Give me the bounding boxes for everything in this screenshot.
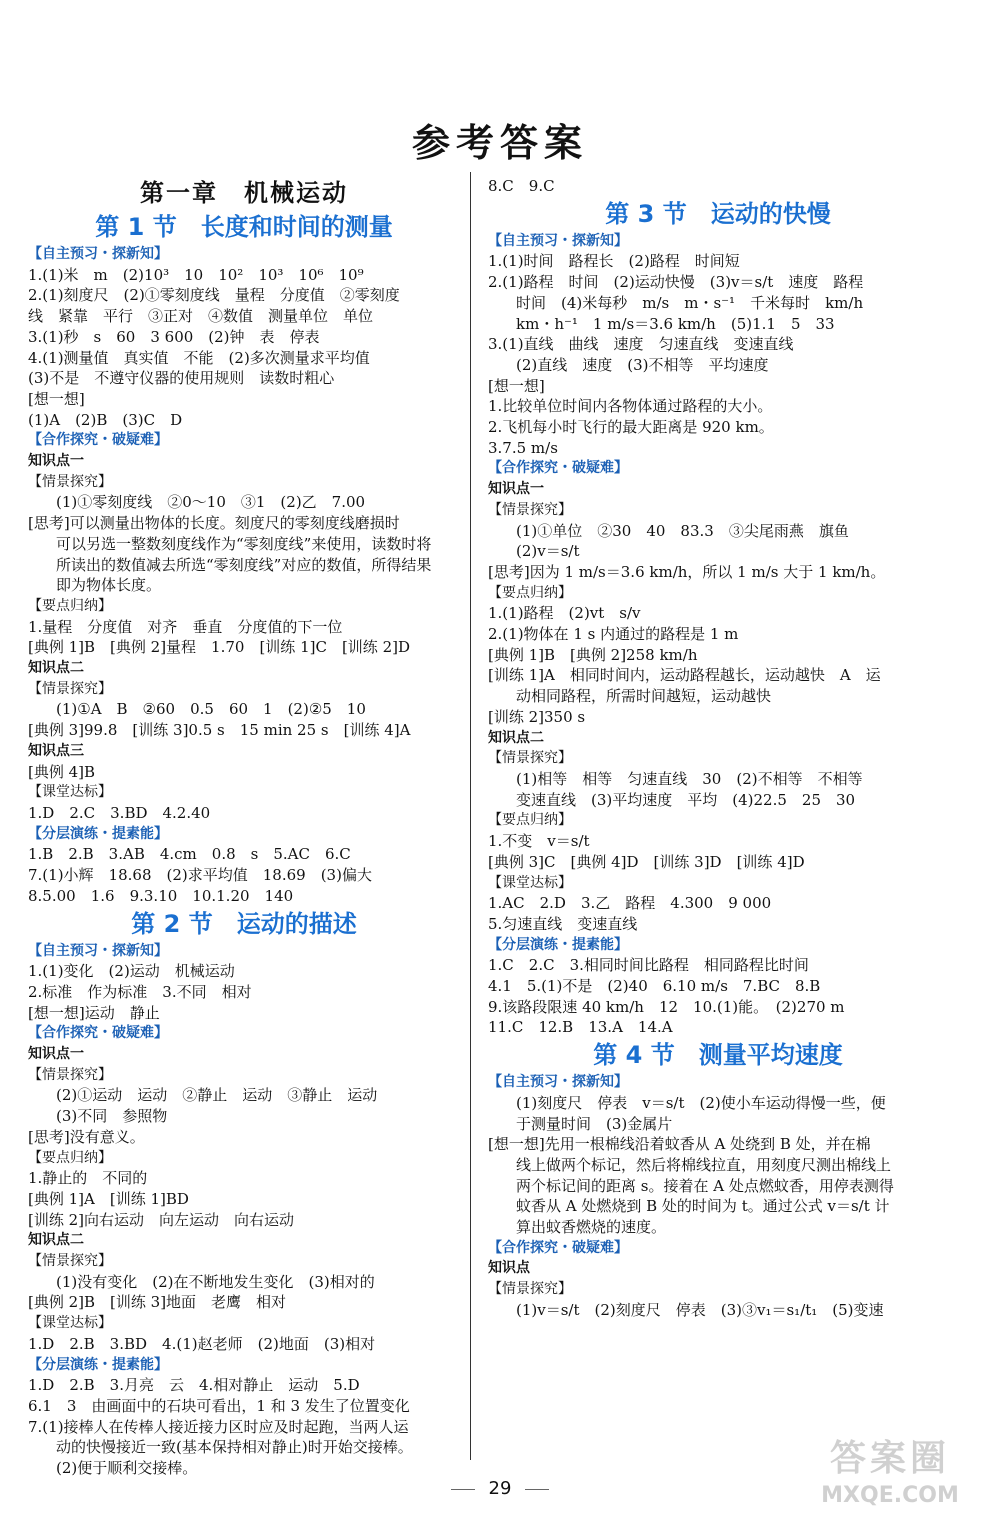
answer-line: [典例 3]99.8 [训练 3]0.5 s 15 min 25 s [训练 4]A [28,721,411,740]
section-heading: 第 1 节 长度和时间的测量 [95,213,393,241]
block-tag: 【合作探究・破疑难】 [28,1025,168,1042]
right-column [488,176,948,1321]
answer-line-indented: 动的快慢接近一致(基本保持相对静止)时开始交接棒。 [56,1438,413,1457]
answer-line: [想一想] [28,389,85,408]
answer-line: [思考]可以测量出物体的长度。刻度尺的零刻度线磨损时 [28,514,400,533]
answer-line: [典例 4]B [28,762,96,781]
answer-line: 1.D 2.B 3.BD 4.(1)赵老师 (2)地面 (3)相对 [28,1334,376,1353]
answer-line: 1.(1)变化 (2)运动 机械运动 [28,962,235,981]
answer-line: [典例 2]B [训练 3]地面 老鹰 相对 [28,1293,287,1312]
answer-line-indented: (1)①A B ②60 0.5 60 1 (2)②5 10 [56,700,366,719]
answer-line-indented: 时间 (4)米每秒 m/s m・s⁻¹ 千米每时 km/h [516,293,864,312]
answer-line: 1.C 2.C 3.相同时间比路程 相同路程比时间 [488,956,809,975]
answer-line-indented: (1)没有变化 (2)在不断地发生变化 (3)相对的 [56,1272,375,1291]
answer-line: 4.(1)测量值 真实值 不能 (2)多次测量求平均值 [28,348,370,367]
answer-line-indented: 算出蚊香燃烧的速度。 [516,1218,667,1237]
answer-line: 1.(1)路程 (2)vt s/v [488,604,641,623]
answer-line-indented: 所读出的数值减去所选“零刻度线”对应的数值，所得结果 [56,555,432,574]
block-tag: 【合作探究・破疑难】 [488,460,628,477]
answer-line: 1.D 2.B 3.月亮 云 4.相对静止 运动 5.D [28,1376,360,1395]
answer-line-indented: km・h⁻¹ 1 m/s＝3.6 km/h (5)1.1 5 33 [516,314,835,333]
answer-line-indented: 变速直线 (3)平均速度 平均 (4)22.5 25 30 [516,790,856,809]
block-tag: 【合作探究・破疑难】 [488,1239,628,1256]
answer-line: (3)不是 不遵守仪器的使用规则 读数时粗心 [28,369,335,388]
block-tag: 【分层演练・提素能】 [28,1356,168,1373]
block-tag: 【自主预习・探新知】 [488,1074,628,1091]
answer-line-indented: 蚊香从 A 处燃烧到 B 处的时间为 t。通过公式 v＝s/t 计 [516,1197,890,1216]
column-divider [470,172,471,1460]
answer-line: 11.C 12.B 13.A 14.A [488,1018,673,1037]
block-tag: 【合作探究・破疑难】 [28,432,168,449]
answer-line: 5.匀速直线 变速直线 [488,914,638,933]
block-tag: 【分层演练・提素能】 [488,936,628,953]
answer-line: 1.(1)米 m (2)10³ 10 10² 10³ 10⁶ 10⁹ [28,265,364,284]
knowledge-point-label: 知识点二 [488,729,544,746]
answer-line: 3.(1)直线 曲线 速度 匀速直线 变速直线 [488,335,794,354]
knowledge-point-label: 知识点一 [28,1046,84,1063]
answer-line: [典例 1]B [典例 2]258 km/h [488,645,698,664]
answer-line-indented: 线上做两个标记，然后将棉线拉直，用刻度尺测出棉线上 [516,1155,892,1174]
bracket-heading: 【情景探究】 [28,1253,112,1270]
answer-line: 2.标准 作为标准 3.不同 相对 [28,982,252,1001]
answer-line-indented: 于测量时间 (3)金属片 [516,1114,673,1133]
bracket-heading: 【要点归纳】 [488,812,572,829]
answer-line-indented: (2)直线 速度 (3)不相等 平均速度 [516,355,769,374]
chapter-heading: 第一章 机械运动 [140,179,348,207]
section-heading: 第 2 节 运动的描述 [131,909,357,938]
left-column [28,176,460,1479]
answer-line: 2.(1)物体在 1 s 内通过的路程是 1 m [488,625,739,644]
answer-line-indented: (1)v＝s/t (2)刻度尺 停表 (3)③v₁＝s₁/t₁ (5)变速 [516,1300,884,1319]
knowledge-point-label: 知识点一 [28,453,84,470]
answer-line: [想一想]运动 静止 [28,1003,160,1022]
knowledge-point-label: 知识点 [488,1260,530,1277]
block-tag: 【分层演练・提素能】 [28,825,168,842]
answer-line: 7.(1)小辉 18.68 (2)求平均值 18.69 (3)偏大 [28,866,372,885]
answer-line: [典例 1]A [训练 1]BD [28,1189,189,1208]
bracket-heading: 【情景探究】 [28,1066,112,1083]
answer-line: 8.C 9.C [488,177,555,195]
answer-line-indented: 动相同路程，所需时间越短，运动越快 [516,687,772,706]
answer-line: 1.不变 v＝s/t [488,832,590,851]
knowledge-point-label: 知识点二 [28,660,84,677]
answer-line: [典例 1]B [典例 2]量程 1.70 [训练 1]C [训练 2]D [28,638,410,657]
answer-line: 线 紧靠 平行 ③正对 ④数值 测量单位 单位 [28,307,374,326]
answer-line-indented: (1)刻度尺 停表 v＝s/t (2)使小车运动得慢一些，便 [516,1093,886,1112]
answer-line: 9.该路段限速 40 km/h 12 10.(1)能。 (2)270 m [488,997,845,1016]
answer-line: [思考]因为 1 m/s＝3.6 km/h，所以 1 m/s 大于 1 km/h。 [488,562,886,581]
answer-line: 1.静止的 不同的 [28,1169,148,1188]
answer-line: [训练 2]向右运动 向左运动 向右运动 [28,1210,295,1229]
bracket-heading: 【课堂达标】 [28,784,112,801]
answer-line: [想一想] [488,376,545,395]
answer-line: 4.1 5.(1)不是 (2)40 6.10 m/s 7.BC 8.B [488,977,821,996]
knowledge-point-label: 知识点二 [28,1232,84,1249]
answer-line-indented: 可以另选一整数刻度线作为“零刻度线”来使用，读数时将 [56,534,432,553]
answer-line: 3.(1)秒 s 60 3 600 (2)钟 表 停表 [28,327,320,346]
answer-line: 6.1 3 由画面中的石块可看出，1 和 3 发生了位置变化 [28,1396,410,1415]
answer-line: [典例 3]C [典例 4]D [训练 3]D [训练 4]D [488,852,805,871]
answer-line-indented: (1)相等 相等 匀速直线 30 (2)不相等 不相等 [516,769,863,788]
answer-line-indented: 两个标记间的距离 s。接着在 A 处点燃蚊香，用停表测得 [516,1176,894,1195]
answer-line-indented: (3)不同 参照物 [56,1107,168,1126]
bracket-heading: 【情景探究】 [488,1281,572,1298]
page-number: 29 [0,1478,1000,1499]
answer-line: 7.(1)接棒人在传棒人接近接力区时应及时起跑，当两人运 [28,1417,409,1436]
answer-line: 3.7.5 m/s [488,438,558,457]
answer-line: 1.(1)时间 路程长 (2)路程 时间短 [488,252,740,271]
section-heading: 第 3 节 运动的快慢 [605,199,831,228]
answer-line: [思考]没有意义。 [28,1127,145,1146]
bracket-heading: 【情景探究】 [28,680,112,697]
answer-line: 1.B 2.B 3.AB 4.cm 0.8 s 5.AC 6.C [28,845,351,864]
page-title: 参考答案 [411,121,588,165]
bracket-heading: 【课堂达标】 [28,1315,112,1332]
answer-line-indented: (1)①零刻度线 ②0～10 ③1 (2)乙 7.00 [56,493,366,512]
bracket-heading: 【情景探究】 [488,750,572,767]
answer-line-indented: 即为物体长度。 [56,576,162,595]
bracket-heading: 【情景探究】 [488,501,572,518]
answer-line-indented: (2)①运动 运动 ②静止 运动 ③静止 运动 [56,1086,378,1105]
answer-line: 1.量程 分度值 对齐 垂直 分度值的下一位 [28,617,343,636]
bracket-heading: 【要点归纳】 [28,597,112,614]
answer-line-indented: (2)v＝s/t [516,542,580,561]
answer-line: 1.D 2.C 3.BD 4.2.40 [28,803,211,822]
bracket-heading: 【要点归纳】 [28,1149,112,1166]
knowledge-point-label: 知识点一 [488,481,544,498]
knowledge-point-label: 知识点三 [28,742,84,759]
bracket-heading: 【要点归纳】 [488,584,572,601]
watermark-logo: 答案圈 MXQE.COM [821,1438,959,1508]
answer-line: [想一想]先用一根棉线沿着蚊香从 A 处绕到 B 处，并在棉 [488,1135,871,1154]
block-tag: 【自主预习・探新知】 [28,246,168,262]
answer-line: 1.比较单位时间内各物体通过路程的大小。 [488,397,773,416]
answer-line: 2.飞机每小时飞行的最大距离是 920 km。 [488,418,774,437]
section-heading: 第 4 节 测量平均速度 [593,1041,843,1070]
answer-line: [训练 2]350 s [488,707,586,726]
answer-line: 1.AC 2.D 3.乙 路程 4.300 9 000 [488,894,772,913]
bracket-heading: 【课堂达标】 [488,874,572,891]
answer-line: 2.(1)路程 时间 (2)运动快慢 (3)v＝s/t 速度 路程 [488,273,864,292]
answer-line: [训练 1]A 相同时间内，运动路程越长，运动越快 A 运 [488,666,881,685]
answer-line-indented: (2)便于顺利交接棒。 [56,1459,198,1478]
answer-line: (1)A (2)B (3)C D [28,410,183,429]
block-tag: 【自主预习・探新知】 [488,232,628,249]
answer-line-indented: (1)①单位 ②30 40 83.3 ③尖尾雨燕 旗鱼 [516,521,849,540]
answer-line: 2.(1)刻度尺 (2)①零刻度线 量程 分度值 ②零刻度 [28,286,400,305]
bracket-heading: 【情景探究】 [28,473,112,490]
block-tag: 【自主预习・探新知】 [28,942,168,959]
answer-line: 8.5.00 1.6 9.3.10 10.1.20 140 [28,886,294,905]
